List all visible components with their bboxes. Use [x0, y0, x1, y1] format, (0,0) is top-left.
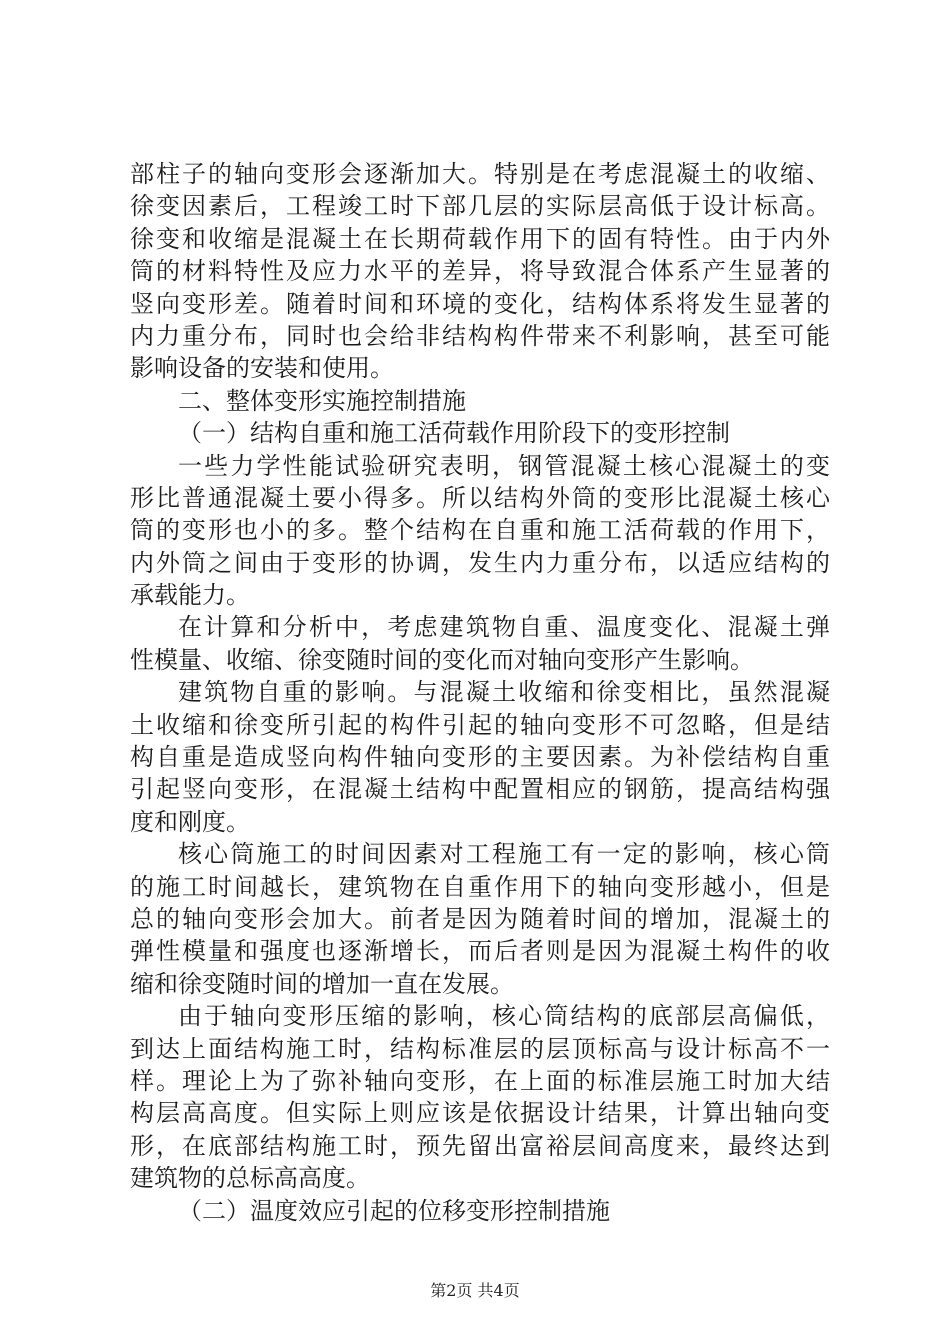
document-body [130, 158, 830, 1227]
text-line: 构层高高度。但实际上则应该是依据设计结果，计算出轴向变 [130, 1099, 830, 1128]
text-line: 形比普通混凝土要小得多。所以结构外筒的变形比混凝土核心 [130, 483, 830, 512]
text-line: 内外筒之间由于变形的协调，发生内力重分布，以适应结构的 [130, 548, 830, 577]
text-line: 建筑物自重的影响。与混凝土收缩和徐变相比，虽然混凝 [178, 678, 830, 707]
text-line: 样。理论上为了弥补轴向变形，在上面的标准层施工时加大结 [130, 1066, 830, 1095]
text-line: 缩和徐变随时间的增加一直在发展。 [130, 969, 514, 998]
text-line: 土收缩和徐变所引起的构件引起的轴向变形不可忽略，但是结 [130, 710, 830, 739]
text-line: 度和刚度。 [130, 807, 250, 836]
subsection-heading: （一）结构自重和施工活荷载作用阶段下的变形控制 [178, 419, 730, 448]
text-line: 形，在底部结构施工时，预先留出富裕层间高度来，最终达到 [130, 1131, 830, 1160]
text-line: 由于轴向变形压缩的影响，核心筒结构的底部层高偏低， [178, 1002, 830, 1031]
text-line: 性模量、收缩、徐变随时间的变化而对轴向变形产生影响。 [130, 645, 754, 674]
text-line: 建筑物的总标高高度。 [130, 1164, 370, 1193]
text-line: 构自重是造成竖向构件轴向变形的主要因素。为补偿结构自重 [130, 743, 830, 772]
text-line: 一些力学性能试验研究表明，钢管混凝土核心混凝土的变 [178, 451, 830, 480]
text-line: 总的轴向变形会加大。前者是因为随着时间的增加，混凝土的 [130, 904, 830, 933]
text-line: 筒的变形也小的多。整个结构在自重和施工活荷载的作用下， [130, 516, 830, 545]
text-line: 到达上面结构施工时，结构标准层的层顶标高与设计标高不一 [130, 1034, 830, 1063]
text-line: 筒的材料特性及应力水平的差异，将导致混合体系产生显著的 [130, 257, 830, 286]
text-line: 在计算和分析中，考虑建筑物自重、温度变化、混凝土弹 [178, 613, 830, 642]
text-line: 承载能力。 [130, 581, 250, 610]
text-line: 内力重分布，同时也会给非结构构件带来不利影响，甚至可能 [130, 321, 830, 350]
text-line: 核心筒施工的时间因素对工程施工有一定的影响，核心筒 [178, 840, 830, 869]
text-line: 的施工时间越长，建筑物在自重作用下的轴向变形越小，但是 [130, 872, 830, 901]
text-line: 弹性模量和强度也逐渐增长，而后者则是因为混凝土构件的收 [130, 937, 830, 966]
text-line: 部柱子的轴向变形会逐渐加大。特别是在考虑混凝土的收缩、 [130, 160, 830, 188]
text-line: 引起竖向变形，在混凝土结构中配置相应的钢筋，提高结构强 [130, 775, 830, 804]
text-line: 竖向变形差。随着时间和环境的变化，结构体系将发生显著的 [130, 289, 830, 318]
page-footer: 第2页 共4页 [430, 1281, 520, 1300]
text-line: 徐变因素后，工程竣工时下部几层的实际层高低于设计标高。 [130, 192, 830, 221]
subsection-heading: （二）温度效应引起的位移变形控制措施 [178, 1196, 610, 1225]
text-line: 徐变和收缩是混凝土在长期荷载作用下的固有特性。由于内外 [130, 224, 830, 253]
section-heading: 二、整体变形实施控制措施 [178, 386, 466, 415]
text-line: 影响设备的安装和使用。 [130, 354, 394, 383]
